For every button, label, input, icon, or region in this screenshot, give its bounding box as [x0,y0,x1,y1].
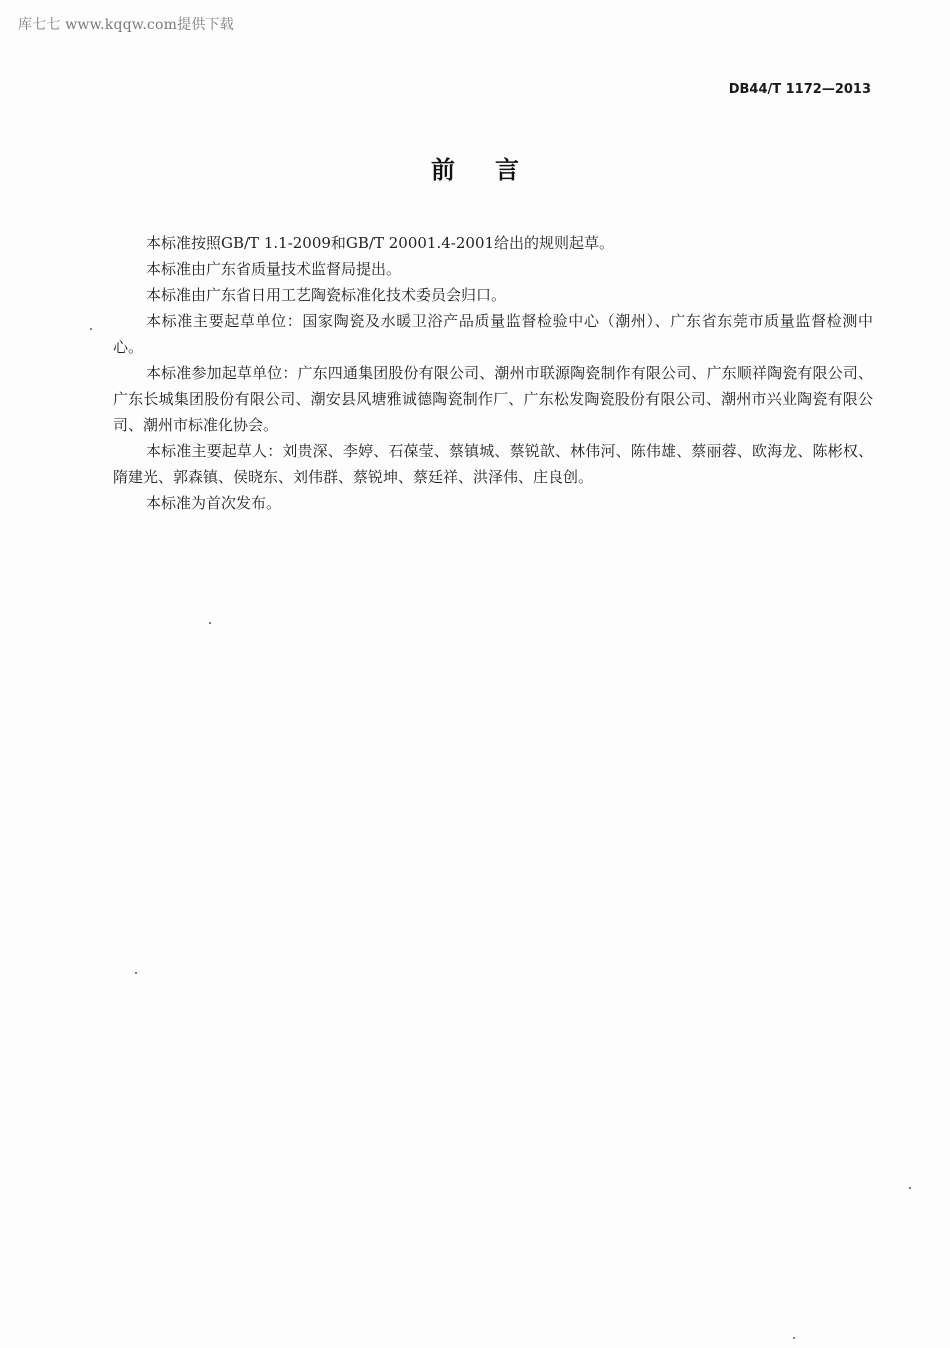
scan-speck [793,1337,795,1339]
scan-speck [90,328,92,330]
paragraph-participating-units: 本标准参加起草单位：广东四通集团股份有限公司、潮州市联源陶瓷制作有限公司、广东顺祥陶瓷有限公司、广东长城集团股份有限公司、潮安县风塘雅诚德陶瓷制作厂、广东松发陶瓷股份有限公司、潮州市兴业陶瓷有限公司、潮州市标准化协会。 [113,364,873,434]
paragraph-main-drafters: 本标准主要起草人：刘贵深、李婷、石葆莹、蔡镇城、蔡锐歆、林伟河、陈伟雄、蔡丽蓉、欧海龙、陈彬权、隋建光、郭森镇、侯晓东、刘伟群、蔡锐坤、蔡廷祥、洪泽伟、庄良创。 [113,442,873,486]
scan-speck [909,1187,911,1189]
paragraph-drafting-rules: 本标准按照GB/T 1.1-2009和GB/T 20001.4-2001给出的规则起草。 [146,234,615,252]
scan-speck [135,972,137,974]
standard-code: DB44/T 1172—2013 [728,82,871,97]
scan-speck [209,622,211,624]
paragraph-first-release: 本标准为首次发布。 [146,494,282,512]
paragraph-proposer: 本标准由广东省质量技术监督局提出。 [146,260,402,278]
watermark-text: 库七七 www.kqqw.com提供下载 [18,17,234,33]
paragraph-responsible-committee: 本标准由广东省日用工艺陶瓷标准化技术委员会归口。 [146,286,507,304]
paragraph-main-drafting-units: 本标准主要起草单位：国家陶瓷及水暖卫浴产品质量监督检验中心（潮州）、广东省东莞市质量监督检测中心。 [113,312,873,356]
foreword-body [113,230,873,516]
page-title: 前言 [431,156,559,184]
